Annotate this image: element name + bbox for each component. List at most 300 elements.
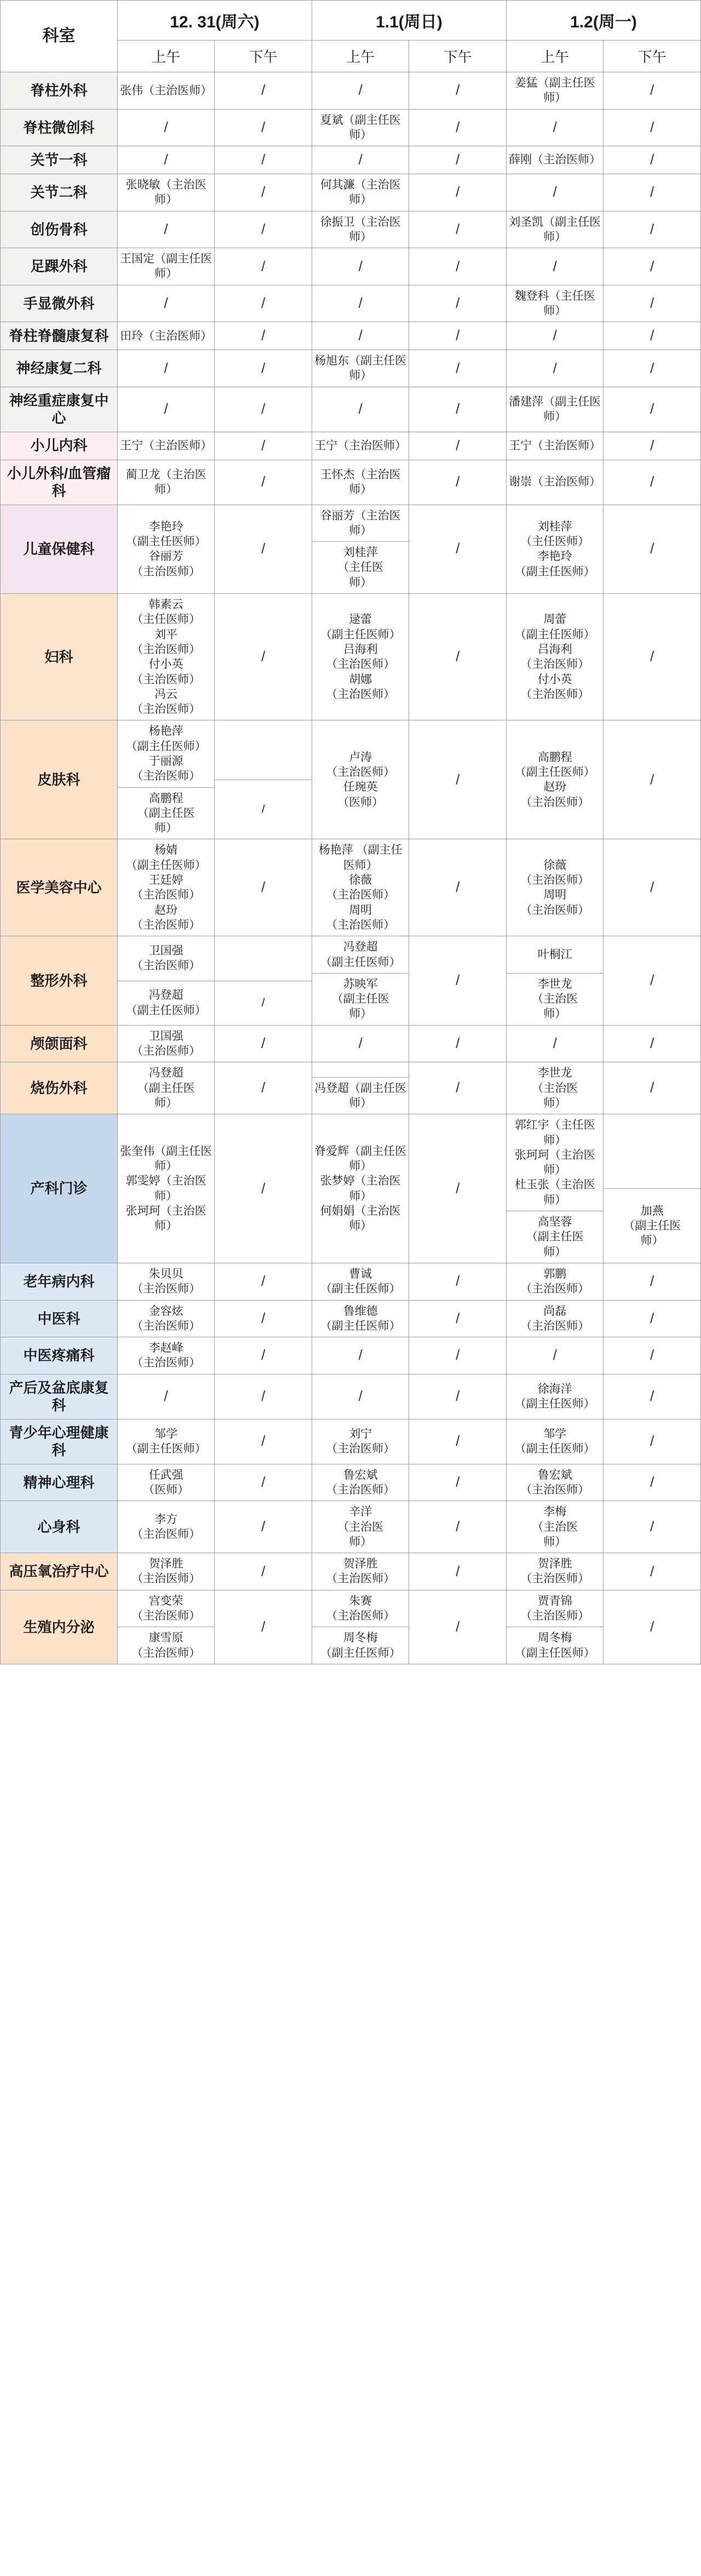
schedule-cell — [215, 350, 312, 387]
doctor-line: （副主任医师） — [514, 628, 595, 641]
split-bottom — [507, 973, 604, 1025]
empty-slot-marker: / — [553, 184, 557, 201]
schedule-cell — [312, 1553, 409, 1590]
doctor-line: 曹诚 — [349, 1267, 372, 1280]
dept-name: 精神心理科 — [1, 1464, 118, 1501]
schedule-cell — [604, 285, 701, 322]
doctor-line: 杜玉张（主治医师） — [514, 1178, 595, 1206]
doctor-line: 付小英 — [537, 673, 572, 686]
doctor-line: （主治医师） — [131, 770, 201, 783]
schedule-cell — [312, 1300, 409, 1337]
schedule-cell — [117, 248, 215, 285]
empty-slot-marker: / — [261, 327, 266, 344]
schedule-cell — [604, 1300, 701, 1337]
doctor-line: 冯登超 — [148, 1067, 183, 1080]
schedule-cell — [117, 1553, 215, 1590]
dept-name: 脊柱微创科 — [1, 109, 118, 146]
empty-slot-marker: / — [261, 257, 266, 274]
doctor-line: 李艳玲 — [148, 520, 183, 533]
schedule-cell — [312, 460, 409, 505]
schedule-cell — [117, 432, 215, 460]
doctor-line: 杨婧 — [154, 844, 178, 857]
split-cell — [118, 936, 215, 1024]
schedule-cell — [604, 505, 701, 593]
empty-slot-marker: / — [456, 648, 460, 665]
schedule-cell — [312, 72, 409, 110]
schedule-cell — [117, 594, 215, 720]
schedule-cell — [409, 460, 507, 505]
schedule-cell — [604, 1025, 701, 1062]
schedule-cell — [604, 109, 701, 146]
split-cell — [312, 936, 409, 1024]
schedule-cell — [312, 1590, 409, 1664]
schedule-cell — [604, 720, 701, 839]
empty-slot-marker: / — [358, 151, 363, 168]
schedule-cell — [409, 285, 507, 322]
empty-slot-marker: / — [164, 359, 168, 376]
doctor-line: 卢涛 — [349, 751, 372, 764]
doctor-line: 张珂珂（主治医师） — [514, 1148, 595, 1177]
schedule-cell — [409, 174, 507, 211]
table-row — [1, 387, 701, 432]
empty-slot-marker: / — [261, 151, 266, 168]
schedule-cell — [604, 1419, 701, 1464]
schedule-cell — [215, 174, 312, 211]
doctor-line: 张珂珂（主治医师） — [125, 1204, 206, 1233]
doctor-line: 李梅 — [543, 1505, 567, 1519]
schedule-cell — [506, 1337, 604, 1375]
schedule-cell — [117, 1300, 215, 1337]
doctor-line: 宫变荣 — [148, 1594, 183, 1607]
empty-slot-marker: / — [650, 1474, 654, 1491]
empty-slot-marker: / — [456, 1474, 460, 1491]
dept-name: 烧伤外科 — [1, 1062, 118, 1114]
schedule-cell — [409, 936, 507, 1025]
doctor-line: 谢崇（主治医师） — [509, 476, 601, 489]
doctor-line: （主治医师） — [131, 673, 201, 686]
empty-slot-marker: / — [650, 82, 654, 99]
dept-name: 脊柱外科 — [1, 72, 118, 110]
empty-slot-marker: / — [261, 184, 266, 201]
schedule-cell — [215, 285, 312, 322]
doctor-line: 师） — [154, 822, 178, 835]
doctor-line: （副主任医师） — [514, 1398, 595, 1411]
schedule-cell — [312, 1062, 409, 1114]
doctor-line: 郭红宇（主任医师） — [514, 1119, 595, 1147]
schedule-cell — [215, 1300, 312, 1337]
schedule-cell — [409, 1337, 507, 1375]
dept-name: 小儿外科/血管瘤科 — [1, 460, 118, 505]
doctor-line: （主治医师） — [326, 1442, 395, 1456]
doctor-line: 吕海利 — [537, 643, 572, 656]
schedule-cell — [409, 720, 507, 839]
schedule-cell — [604, 460, 701, 505]
schedule-cell — [215, 1263, 312, 1300]
empty-slot-marker: / — [261, 1347, 266, 1364]
doctor-line: 金容炫 — [148, 1304, 183, 1318]
empty-slot-marker: / — [261, 1180, 266, 1197]
table-row — [1, 285, 701, 322]
doctor-line: 王宁（主治医师） — [509, 439, 601, 452]
doctor-line: 张奎伟（副主任医师） — [120, 1144, 212, 1172]
doctor-line: 吕海利 — [343, 643, 378, 656]
table-row — [1, 1062, 701, 1114]
schedule-cell — [409, 322, 507, 350]
schedule-cell — [117, 322, 215, 350]
empty-slot-marker: / — [456, 1079, 460, 1096]
schedule-cell — [312, 1464, 409, 1501]
dept-name: 医学美容中心 — [1, 839, 118, 936]
empty-slot-marker: / — [553, 1347, 557, 1364]
doctor-line: 卫国强 — [148, 944, 183, 958]
table-row — [1, 211, 701, 248]
doctor-line: 徐振卫（主治医师） — [320, 215, 401, 243]
schedule-cell — [409, 72, 507, 110]
empty-slot-marker: / — [456, 1618, 460, 1635]
empty-slot-marker: / — [456, 972, 460, 989]
empty-slot-marker: / — [261, 1273, 266, 1290]
doctor-line: / — [261, 996, 265, 1009]
doctor-line: 谷丽芳（主治医师） — [320, 509, 401, 537]
table-row — [1, 1553, 701, 1590]
schedule-cell — [409, 839, 507, 936]
table-row — [1, 1501, 701, 1553]
schedule-cell — [312, 505, 409, 593]
schedule-cell — [215, 936, 312, 1025]
doctor-line: 周明 — [349, 903, 372, 917]
empty-slot-marker: / — [261, 1079, 266, 1096]
schedule-cell — [604, 1464, 701, 1501]
schedule-cell — [409, 1419, 507, 1464]
header-day-1: 1.1(周日) — [312, 1, 506, 41]
schedule-cell — [215, 1025, 312, 1062]
split-bottom — [215, 780, 312, 839]
table-row — [1, 839, 701, 936]
table-row — [1, 460, 701, 505]
table-row — [1, 322, 701, 350]
empty-slot-marker: / — [650, 151, 654, 168]
schedule-cell — [604, 1374, 701, 1419]
empty-slot-marker: / — [358, 1388, 363, 1405]
empty-slot-marker: / — [650, 295, 654, 312]
dept-name: 老年病内科 — [1, 1263, 118, 1300]
doctor-line: （主治医师） — [131, 703, 201, 716]
doctor-line: 脊爱辉（副主任医师） — [314, 1144, 407, 1172]
schedule-cell — [506, 1501, 604, 1553]
schedule-cell — [506, 322, 604, 350]
schedule-cell — [409, 1263, 507, 1300]
doctor-line: 贺泽胜 — [537, 1558, 572, 1571]
split-top — [215, 936, 312, 980]
doctor-line: （副主任医 — [137, 806, 195, 820]
split-top — [215, 720, 312, 780]
doctor-line: 李方 — [154, 1513, 178, 1526]
doctor-line: 杨旭东（副主任医师） — [314, 354, 407, 382]
doctor-line: （主治医师） — [520, 1319, 590, 1332]
schedule-cell — [506, 936, 604, 1025]
table-row — [1, 1419, 701, 1464]
schedule-cell — [506, 1374, 604, 1419]
doctor-line: （副主任医师） — [125, 1004, 206, 1017]
schedule-cell — [312, 1263, 409, 1300]
split-cell — [507, 936, 604, 1024]
doctor-line: （主治医师） — [131, 959, 201, 972]
table-header-row — [1, 1, 701, 41]
empty-slot-marker: / — [650, 1309, 654, 1326]
schedule-cell — [215, 322, 312, 350]
split-top — [118, 720, 215, 787]
doctor-line: 于丽源 — [148, 755, 183, 768]
table-row — [1, 174, 701, 211]
doctor-line: （副主任医 — [623, 1219, 681, 1232]
doctor-line: 任琬英 — [343, 781, 378, 794]
empty-slot-marker: / — [456, 879, 460, 896]
doctor-line: 加燕 — [640, 1204, 664, 1217]
split-bottom — [312, 541, 409, 593]
table-row — [1, 1300, 701, 1337]
schedule-cell — [312, 174, 409, 211]
table-row — [1, 720, 701, 839]
dept-name: 手显微外科 — [1, 285, 118, 322]
doctor-line: （主治医师） — [326, 1483, 395, 1496]
schedule-cell — [215, 839, 312, 936]
schedule-cell — [312, 387, 409, 432]
schedule-cell — [409, 248, 507, 285]
empty-slot-marker: / — [358, 257, 363, 274]
schedule-cell — [117, 146, 215, 174]
schedule-cell — [604, 211, 701, 248]
empty-slot-marker: / — [650, 220, 654, 237]
empty-slot-marker: / — [261, 1035, 266, 1052]
doctor-line: 苏映军 — [343, 977, 378, 991]
doctor-line: （主治医师） — [131, 1319, 201, 1332]
table-row — [1, 594, 701, 720]
doctor-line: （副主任医师） — [514, 1646, 595, 1659]
empty-slot-marker: / — [456, 327, 460, 344]
header-session-0-1: 下午 — [215, 41, 312, 72]
dept-name: 皮肤科 — [1, 720, 118, 839]
empty-slot-marker: / — [650, 972, 654, 989]
schedule-cell — [604, 174, 701, 211]
doctor-line: 田玲（主治医师） — [120, 329, 212, 342]
schedule-cell — [117, 387, 215, 432]
doctor-line: 师） — [543, 1007, 567, 1021]
doctor-line: （副主任医师） — [125, 1442, 206, 1456]
table-row — [1, 432, 701, 460]
doctor-line: 邹学 — [154, 1427, 178, 1440]
empty-slot-marker: / — [456, 257, 460, 274]
empty-slot-marker: / — [553, 118, 557, 135]
doctor-line: （副主任医师） — [514, 1442, 595, 1456]
empty-slot-marker: / — [261, 1388, 266, 1405]
doctor-line: 徐薇 — [349, 874, 372, 887]
empty-slot-marker: / — [650, 118, 654, 135]
doctor-line: （主治医师） — [326, 1572, 395, 1585]
schedule-cell — [312, 109, 409, 146]
schedule-cell — [409, 211, 507, 248]
doctor-line: 鲁维德 — [343, 1304, 378, 1318]
schedule-cell — [409, 1374, 507, 1419]
doctor-line: 薛刚（主治医师） — [509, 153, 601, 167]
doctor-line: 高坚蓉 — [537, 1216, 572, 1229]
doctor-line: / — [261, 803, 265, 816]
doctor-line: （主治医师） — [131, 1646, 201, 1659]
schedule-cell — [506, 432, 604, 460]
schedule-cell — [506, 72, 604, 110]
empty-slot-marker: / — [261, 648, 266, 665]
split-cell — [215, 936, 312, 1024]
schedule-cell — [506, 1590, 604, 1664]
doctor-line: （主治医师） — [326, 688, 395, 701]
empty-slot-marker: / — [456, 437, 460, 454]
schedule-cell — [409, 1025, 507, 1062]
doctor-line: （主治医师） — [131, 565, 201, 578]
split-cell — [118, 720, 215, 839]
schedule-cell — [506, 146, 604, 174]
empty-slot-marker: / — [261, 1518, 266, 1535]
doctor-line: 师） — [154, 1096, 178, 1109]
empty-slot-marker: / — [650, 771, 654, 788]
table-row — [1, 1464, 701, 1501]
doctor-line: （主治医 — [337, 1520, 384, 1533]
empty-slot-marker: / — [650, 540, 654, 557]
doctor-line: 卫国强 — [148, 1029, 183, 1043]
doctor-line: 徐海洋 — [537, 1382, 572, 1395]
empty-slot-marker: / — [261, 540, 266, 557]
schedule-cell — [215, 1419, 312, 1464]
split-bottom — [118, 981, 215, 1025]
schedule-cell — [215, 505, 312, 593]
table-row — [1, 248, 701, 285]
empty-slot-marker: / — [456, 771, 460, 788]
empty-slot-marker: / — [456, 400, 460, 417]
empty-slot-marker: / — [650, 879, 654, 896]
dept-name: 颅颌面科 — [1, 1025, 118, 1062]
doctor-line: 师） — [543, 1245, 567, 1258]
doctor-line: 王廷婷 — [148, 874, 183, 887]
empty-slot-marker: / — [164, 400, 168, 417]
empty-slot-marker: / — [650, 1347, 654, 1364]
empty-slot-marker: / — [650, 1618, 654, 1635]
schedule-cell — [215, 432, 312, 460]
doctor-line: 贺泽胜 — [148, 1558, 183, 1571]
doctor-line: 刘平 — [154, 628, 178, 641]
schedule-cell — [117, 1025, 215, 1062]
schedule-cell — [312, 248, 409, 285]
doctor-line: （主治医师） — [520, 874, 590, 887]
doctor-line: 李世龙 — [537, 1067, 572, 1080]
empty-slot-marker: / — [456, 220, 460, 237]
table-row — [1, 505, 701, 593]
empty-slot-marker: / — [456, 1347, 460, 1364]
dept-name: 青少年心理健康科 — [1, 1419, 118, 1464]
doctor-line: （副主任医师） — [320, 1319, 401, 1332]
split-bottom — [312, 1627, 409, 1664]
doctor-line: 辛洋 — [349, 1505, 372, 1519]
dept-name: 妇科 — [1, 594, 118, 720]
empty-slot-marker: / — [456, 151, 460, 168]
doctor-line: 周冬梅 — [343, 1632, 378, 1645]
schedule-cell — [506, 1553, 604, 1590]
split-top — [604, 1114, 700, 1188]
empty-slot-marker: / — [456, 82, 460, 99]
schedule-cell — [506, 720, 604, 839]
doctor-line: 何娟娟（主治医师） — [320, 1204, 401, 1233]
doctor-line: （副主任医师） — [514, 565, 595, 578]
doctor-line: 李赵峰 — [148, 1342, 183, 1355]
doctor-line: （主治医师） — [131, 1528, 201, 1541]
schedule-cell — [312, 1374, 409, 1419]
doctor-line: （主治医师） — [520, 1610, 590, 1623]
empty-slot-marker: / — [553, 327, 557, 344]
doctor-line: 周冬梅 — [537, 1632, 572, 1645]
dept-name: 产科门诊 — [1, 1114, 118, 1263]
doctor-line: 冯登超 — [148, 989, 183, 1002]
empty-slot-marker: / — [456, 184, 460, 201]
empty-slot-marker: / — [261, 295, 266, 312]
doctor-line: 胡娜 — [349, 673, 372, 686]
schedule-cell — [604, 1553, 701, 1590]
schedule-cell — [604, 387, 701, 432]
schedule-cell — [117, 1062, 215, 1114]
dept-name: 整形外科 — [1, 936, 118, 1025]
doctor-line: （主治医师） — [520, 658, 590, 671]
empty-slot-marker: / — [650, 184, 654, 201]
schedule-cell — [215, 1114, 312, 1263]
table-row — [1, 109, 701, 146]
schedule-cell — [409, 350, 507, 387]
empty-slot-marker: / — [456, 118, 460, 135]
schedule-cell — [409, 1590, 507, 1664]
doctor-line: 邹学 — [543, 1427, 567, 1440]
header-session-2-1: 下午 — [604, 41, 701, 72]
split-bottom — [118, 787, 215, 839]
schedule-cell — [215, 594, 312, 720]
schedule-cell — [117, 1114, 215, 1263]
header-session-1-1: 下午 — [409, 41, 507, 72]
schedule-cell — [312, 146, 409, 174]
table-row — [1, 146, 701, 174]
empty-slot-marker: / — [553, 359, 557, 376]
doctor-line: （副主任医师） — [125, 740, 206, 753]
split-bottom — [312, 1077, 409, 1114]
empty-slot-marker: / — [261, 473, 266, 490]
schedule-cell — [506, 211, 604, 248]
schedule-cell — [215, 211, 312, 248]
schedule-cell — [117, 1501, 215, 1553]
schedule-cell — [117, 720, 215, 839]
schedule-cell — [117, 1590, 215, 1664]
doctor-line: （副主任医 — [137, 1081, 195, 1095]
empty-slot-marker: / — [261, 1309, 266, 1326]
schedule-cell — [215, 387, 312, 432]
split-cell — [312, 1590, 409, 1664]
empty-slot-marker: / — [650, 400, 654, 417]
empty-slot-marker: / — [650, 1433, 654, 1450]
schedule-cell — [312, 1114, 409, 1263]
doctor-line: （副主任医师） — [125, 858, 206, 872]
schedule-cell — [409, 1553, 507, 1590]
empty-slot-marker: / — [261, 1474, 266, 1491]
doctor-line: （主治医师） — [520, 1572, 590, 1585]
schedule-cell — [506, 1419, 604, 1464]
doctor-line: （主治医师） — [131, 1610, 201, 1623]
schedule-cell — [215, 109, 312, 146]
empty-slot-marker: / — [456, 473, 460, 490]
doctor-line: 夏斌（副主任医师） — [320, 113, 401, 141]
schedule-cell — [312, 322, 409, 350]
doctor-line: （主治医师） — [520, 795, 590, 809]
